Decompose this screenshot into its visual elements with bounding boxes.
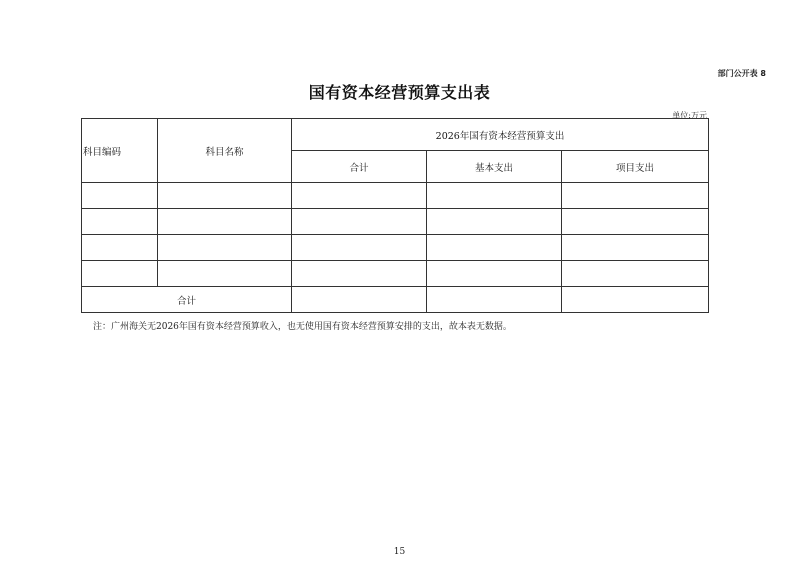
table-row [82, 261, 709, 287]
page-number: 15 [393, 547, 406, 557]
table-cell [82, 235, 158, 261]
table-cell [427, 209, 562, 235]
footnote: 注：广州海关无2026年国有资本经营预算收入，也无使用国有资本经营预算安排的支出，故本表无数据。 [93, 322, 512, 332]
table-cell [292, 209, 427, 235]
header-project-expenditure: 项目支出 [562, 151, 709, 183]
table-cell [427, 287, 562, 313]
header-subject-code: 科目编码 [82, 119, 158, 183]
unit-label: 单位:万元 [672, 111, 707, 120]
table-cell [158, 261, 292, 287]
table-cell [292, 287, 427, 313]
table-cell [427, 261, 562, 287]
table-cell [158, 183, 292, 209]
table-cell [82, 261, 158, 287]
table-row [82, 183, 709, 209]
total-row-label: 合计 [82, 287, 292, 313]
table-cell [158, 209, 292, 235]
page-title: 国有资本经营预算支出表 [308, 83, 491, 102]
table-cell [562, 287, 709, 313]
document-code: 部门公开表 8 [717, 69, 766, 78]
table-cell [427, 183, 562, 209]
budget-table [81, 118, 709, 313]
table-cell [82, 209, 158, 235]
table-total-row [82, 287, 709, 313]
table-cell [292, 235, 427, 261]
table-cell [292, 183, 427, 209]
header-basic-expenditure: 基本支出 [427, 151, 562, 183]
table-cell [562, 183, 709, 209]
table-cell [562, 261, 709, 287]
table-cell [562, 209, 709, 235]
table-cell [158, 235, 292, 261]
header-subject-name: 科目名称 [158, 119, 292, 183]
table-row [82, 209, 709, 235]
table-cell [427, 235, 562, 261]
table-cell [562, 235, 709, 261]
table-cell [292, 261, 427, 287]
header-total: 合计 [292, 151, 427, 183]
table-cell [82, 183, 158, 209]
table-header-row [82, 119, 709, 151]
table-row [82, 235, 709, 261]
header-expenditure-group: 2026年国有资本经营预算支出 [292, 119, 709, 151]
